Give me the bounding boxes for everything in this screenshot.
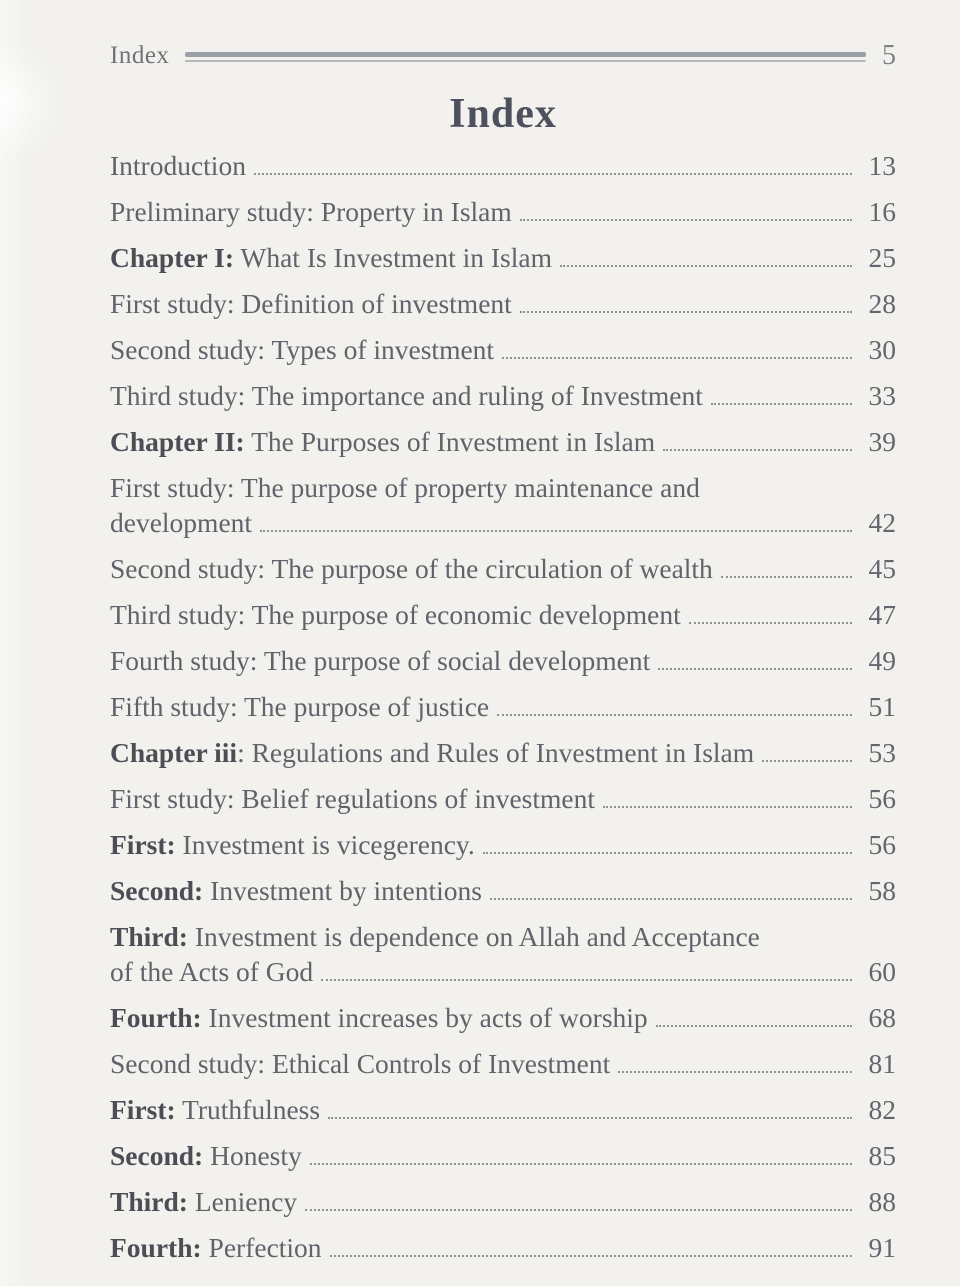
index-entry — [110, 240, 896, 275]
entry-row — [110, 954, 896, 989]
entry-text: development — [110, 507, 253, 538]
dotted-leader — [656, 1025, 852, 1027]
entry-page-number: 85 — [868, 1140, 896, 1171]
entry-bold-prefix: First: — [110, 829, 176, 860]
entry-row — [110, 378, 896, 413]
entry-row-text — [110, 194, 512, 229]
entry-first-line — [110, 919, 896, 954]
index-entry — [110, 1230, 896, 1265]
entry-bold-prefix: Third: — [110, 1186, 188, 1217]
entry-page-number: 88 — [868, 1186, 896, 1217]
dotted-leader — [762, 760, 852, 762]
entry-text: Investment increases by acts of worship — [201, 1002, 648, 1033]
entry-bold-prefix: Second: — [110, 1140, 204, 1171]
dotted-leader — [689, 622, 852, 624]
entry-page-number: 45 — [868, 553, 896, 584]
dotted-leader — [305, 1209, 852, 1211]
entry-row-text — [110, 954, 313, 989]
entry-row — [110, 1138, 896, 1173]
dotted-leader — [560, 265, 852, 267]
index-entry — [110, 424, 896, 459]
dotted-leader — [260, 530, 852, 532]
entry-row — [110, 1092, 896, 1127]
entry-row-text — [110, 378, 703, 413]
dotted-leader — [658, 668, 852, 670]
entry-first-line — [110, 470, 896, 505]
entry-row — [110, 735, 896, 770]
entry-bold-prefix: First: — [110, 1094, 176, 1125]
entry-page-number: 68 — [868, 1002, 896, 1033]
dotted-leader — [254, 173, 852, 175]
entry-row — [110, 689, 896, 724]
entry-page-number: 33 — [868, 380, 896, 411]
entry-row-text — [110, 332, 494, 367]
running-header-page-number: 5 — [882, 40, 896, 71]
entry-page-number: 30 — [868, 334, 896, 365]
index-entry — [110, 689, 896, 724]
index-entry — [110, 919, 896, 989]
entry-row-text — [110, 597, 681, 632]
entry-text: Fourth study: The purpose of social development — [110, 645, 651, 676]
entry-bold-prefix: Chapter I: — [110, 242, 235, 273]
entry-row — [110, 148, 896, 183]
entry-bold-prefix: Chapter iii — [110, 737, 238, 768]
entry-bold-prefix: Fourth: — [110, 1002, 202, 1033]
entry-page-number: 81 — [868, 1048, 896, 1079]
entry-bold-prefix: Chapter II: — [110, 426, 245, 457]
entry-page-number: 47 — [868, 599, 896, 630]
entry-page-number: 16 — [868, 196, 896, 227]
entry-row — [110, 424, 896, 459]
entry-text: First study: Definition of investment — [110, 288, 512, 319]
page-title: Index — [449, 91, 557, 137]
dotted-leader — [663, 449, 852, 451]
entry-row-text — [110, 781, 595, 816]
dotted-leader — [310, 1163, 852, 1165]
entry-text: What Is Investment in Islam — [234, 242, 552, 273]
entry-row — [110, 505, 896, 540]
index-entry — [110, 286, 896, 321]
entry-text: : Regulations and Rules of Investment in Islam — [237, 737, 755, 768]
dotted-leader — [502, 357, 852, 359]
entry-row — [110, 873, 896, 908]
entry-row — [110, 286, 896, 321]
dotted-leader — [711, 403, 852, 405]
index-entry — [110, 873, 896, 908]
entry-row-text — [110, 1230, 322, 1265]
entry-row-text — [110, 827, 475, 862]
entry-text: Perfection — [201, 1232, 322, 1263]
index-entry-list — [0, 138, 960, 1265]
index-entry — [110, 597, 896, 632]
entry-text: Investment is vicegerency. — [175, 829, 475, 860]
entry-row-text — [110, 148, 246, 183]
entry-row-text — [110, 1184, 297, 1219]
dotted-leader — [520, 219, 852, 221]
running-header — [0, 40, 960, 72]
entry-text: First study: Belief regulations of investment — [110, 783, 596, 814]
entry-row-text — [110, 873, 482, 908]
entry-text: Second study: The purpose of the circulation of wealth — [110, 553, 713, 584]
entry-text: Investment is dependence on Allah and Acceptance — [187, 921, 760, 952]
index-entry — [110, 1046, 896, 1081]
entry-text: Honesty — [203, 1140, 302, 1171]
entry-row-text — [110, 1046, 610, 1081]
index-entry — [110, 194, 896, 229]
entry-page-number: 13 — [868, 150, 896, 181]
entry-page-number: 56 — [868, 783, 896, 814]
index-entry — [110, 735, 896, 770]
entry-text: First study: The purpose of property maintenance and — [110, 472, 700, 503]
entry-text: Introduction — [110, 150, 246, 181]
entry-row — [110, 240, 896, 275]
entry-row-text — [110, 643, 650, 678]
entry-row — [110, 551, 896, 586]
index-entry — [110, 643, 896, 678]
entry-row — [110, 597, 896, 632]
entry-text: Third study: The purpose of economic development — [110, 599, 681, 630]
dotted-leader — [321, 979, 852, 981]
entry-row — [110, 1000, 896, 1035]
title-wrap — [0, 90, 960, 138]
entry-page-number: 51 — [868, 691, 896, 722]
entry-row — [110, 1046, 896, 1081]
dotted-leader — [721, 576, 852, 578]
entry-row-text — [110, 505, 252, 540]
index-entry — [110, 827, 896, 862]
entry-row-text — [110, 1092, 320, 1127]
index-entry — [110, 1184, 896, 1219]
entry-row-text — [110, 551, 713, 586]
index-entry — [110, 551, 896, 586]
index-entry — [110, 332, 896, 367]
index-entry — [110, 1138, 896, 1173]
entry-row-text — [110, 689, 489, 724]
entry-page-number: 53 — [868, 737, 896, 768]
header-rule-thin-line — [185, 60, 866, 62]
entry-text: Truthfulness — [175, 1094, 321, 1125]
entry-text: Investment by intentions — [203, 875, 482, 906]
entry-text: Preliminary study: Property in Islam — [110, 196, 512, 227]
index-entry — [110, 1000, 896, 1035]
entry-row — [110, 781, 896, 816]
entry-row-text — [110, 1138, 302, 1173]
entry-page-number: 49 — [868, 645, 896, 676]
entry-page-number: 39 — [868, 426, 896, 457]
dotted-leader — [520, 311, 852, 313]
entry-bold-prefix: Second: — [110, 875, 204, 906]
entry-row-text — [110, 286, 512, 321]
entry-page-number: 91 — [868, 1232, 896, 1263]
dotted-leader — [497, 714, 852, 716]
entry-page-number: 58 — [868, 875, 896, 906]
index-entry — [110, 781, 896, 816]
dotted-leader — [483, 852, 852, 854]
entry-row-text — [110, 735, 754, 770]
dotted-leader — [603, 806, 852, 808]
entry-page-number: 82 — [868, 1094, 896, 1125]
entry-text: of the Acts of God — [110, 956, 314, 987]
entry-row — [110, 1184, 896, 1219]
entry-row — [110, 1230, 896, 1265]
entry-row — [110, 827, 896, 862]
entry-row-text — [110, 240, 552, 275]
entry-row — [110, 194, 896, 229]
entry-row-text — [110, 424, 655, 459]
entry-text: Second study: Ethical Controls of Investment — [110, 1048, 611, 1079]
entry-page-number: 25 — [868, 242, 896, 273]
entry-bold-prefix: Third: — [110, 921, 188, 952]
entry-page-number: 42 — [868, 507, 896, 538]
entry-text: Second study: Types of investment — [110, 334, 495, 365]
dotted-leader — [490, 898, 852, 900]
entry-text: Fifth study: The purpose of justice — [110, 691, 490, 722]
entry-page-number: 56 — [868, 829, 896, 860]
entry-text: The Purposes of Investment in Islam — [244, 426, 656, 457]
entry-row-text — [110, 1000, 648, 1035]
index-entry — [110, 148, 896, 183]
entry-bold-prefix: Fourth: — [110, 1232, 202, 1263]
entry-page-number: 60 — [868, 956, 896, 987]
running-header-label: Index — [110, 42, 170, 69]
dotted-leader — [330, 1255, 852, 1257]
index-entry — [110, 470, 896, 540]
entry-row — [110, 332, 896, 367]
header-rule-thick-line — [185, 52, 866, 57]
header-rule — [185, 52, 866, 62]
index-entry — [110, 378, 896, 413]
entry-text: Leniency — [187, 1186, 298, 1217]
dotted-leader — [328, 1117, 852, 1119]
index-entry — [110, 1092, 896, 1127]
entry-row — [110, 643, 896, 678]
entry-page-number: 28 — [868, 288, 896, 319]
dotted-leader — [618, 1071, 852, 1073]
entry-text: Third study: The importance and ruling of Investment — [110, 380, 703, 411]
